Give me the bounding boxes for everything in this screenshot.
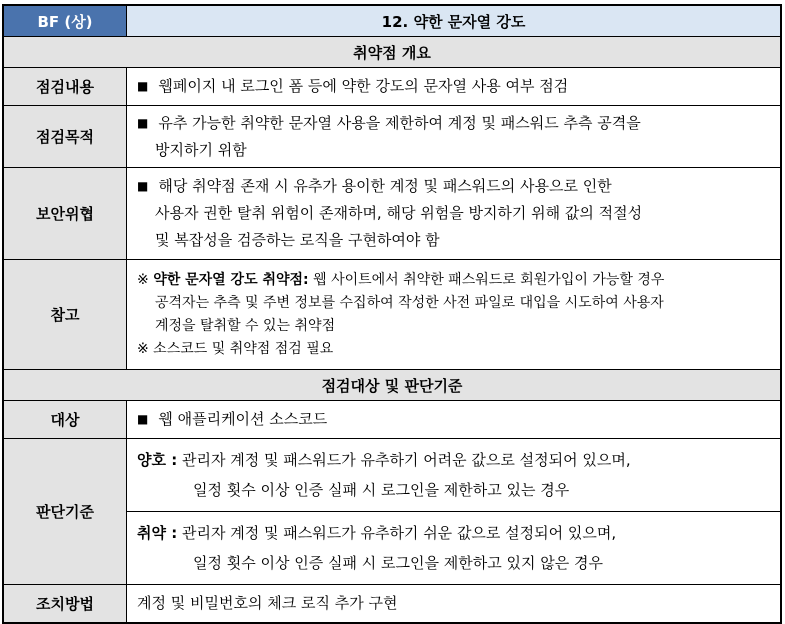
label-criteria: 판단기준 <box>4 439 127 585</box>
purpose-line1: 유추 가능한 취약한 문자열 사용을 제한하여 계정 및 패스워드 추측 공격을 <box>158 113 641 132</box>
bullet-icon: ■ <box>137 79 149 93</box>
target-text: 웹 애플리케이션 소스코드 <box>158 410 328 428</box>
reference-cell <box>127 260 781 370</box>
reference-bold: 약한 문자열 강도 취약점: <box>153 271 309 288</box>
severity-tag: BF (상) <box>4 6 127 37</box>
good-colon: : <box>165 451 178 469</box>
threat-cell <box>127 168 781 260</box>
reference-mark: ※ <box>137 271 149 288</box>
bullet-icon: ■ <box>137 179 149 193</box>
action-text: 계정 및 비밀번호의 체크 로직 추가 구현 <box>127 585 781 623</box>
bad-line2: 일정 횟수 이상 인증 실패 시 로그인을 제한하고 있지 않은 경우 <box>193 554 603 572</box>
label-content: 점검내용 <box>4 68 127 106</box>
purpose-line2: 방지하기 위함 <box>155 140 247 159</box>
threat-line1: 해당 취약점 존재 시 유추가 용이한 계정 및 패스워드의 사용으로 인한 <box>158 177 612 195</box>
vulnerability-sheet <box>2 4 782 624</box>
bullet-icon: ■ <box>137 115 149 130</box>
reference-line2: 공격자는 추측 및 주변 정보를 수집하여 작성한 사전 파일로 대입을 시도하여 사용자 <box>155 294 664 311</box>
page-title: 12. 약한 문자열 강도 <box>127 6 781 37</box>
purpose-cell <box>127 106 781 168</box>
reference-line3: 계정을 탈취할 수 있는 취약점 <box>155 317 336 334</box>
section-overview: 취약점 개요 <box>4 37 781 68</box>
criteria-bad-cell <box>127 512 781 585</box>
label-purpose: 점검목적 <box>4 106 127 168</box>
bullet-icon: ■ <box>137 412 149 426</box>
bad-line1: 관리자 계정 및 패스워드가 유추하기 쉬운 값으로 설정되어 있으며, <box>182 524 617 542</box>
section-criteria: 점검대상 및 판단기준 <box>4 370 781 401</box>
criteria-good-cell <box>127 439 781 512</box>
label-target: 대상 <box>4 401 127 439</box>
content-text: 웹페이지 내 로그인 폼 등에 약한 강도의 문자열 사용 여부 점검 <box>158 77 569 95</box>
label-threat: 보안위협 <box>4 168 127 260</box>
reference-line1: 웹 사이트에서 취약한 패스워드로 회원가입이 가능할 경우 <box>313 271 665 288</box>
content-cell <box>127 68 781 106</box>
reference-line4: ※ 소스코드 및 취약점 점검 필요 <box>137 340 334 357</box>
label-action: 조치방법 <box>4 585 127 623</box>
bad-key: 취약 <box>137 524 166 542</box>
target-cell <box>127 401 781 439</box>
good-key: 양호 <box>137 451 166 469</box>
good-line2: 일정 횟수 이상 인증 실패 시 로그인을 제한하고 있는 경우 <box>193 481 570 499</box>
good-line1: 관리자 계정 및 패스워드가 유추하기 어려운 값으로 설정되어 있으며, <box>182 451 631 469</box>
bad-colon: : <box>165 524 178 542</box>
threat-line3: 및 복잡성을 검증하는 로직을 구현하여야 함 <box>155 231 440 249</box>
label-reference: 참고 <box>4 260 127 370</box>
threat-line2: 사용자 권한 탈취 위험이 존재하며, 해당 위험을 방지하기 위해 값의 적절성 <box>155 204 643 222</box>
